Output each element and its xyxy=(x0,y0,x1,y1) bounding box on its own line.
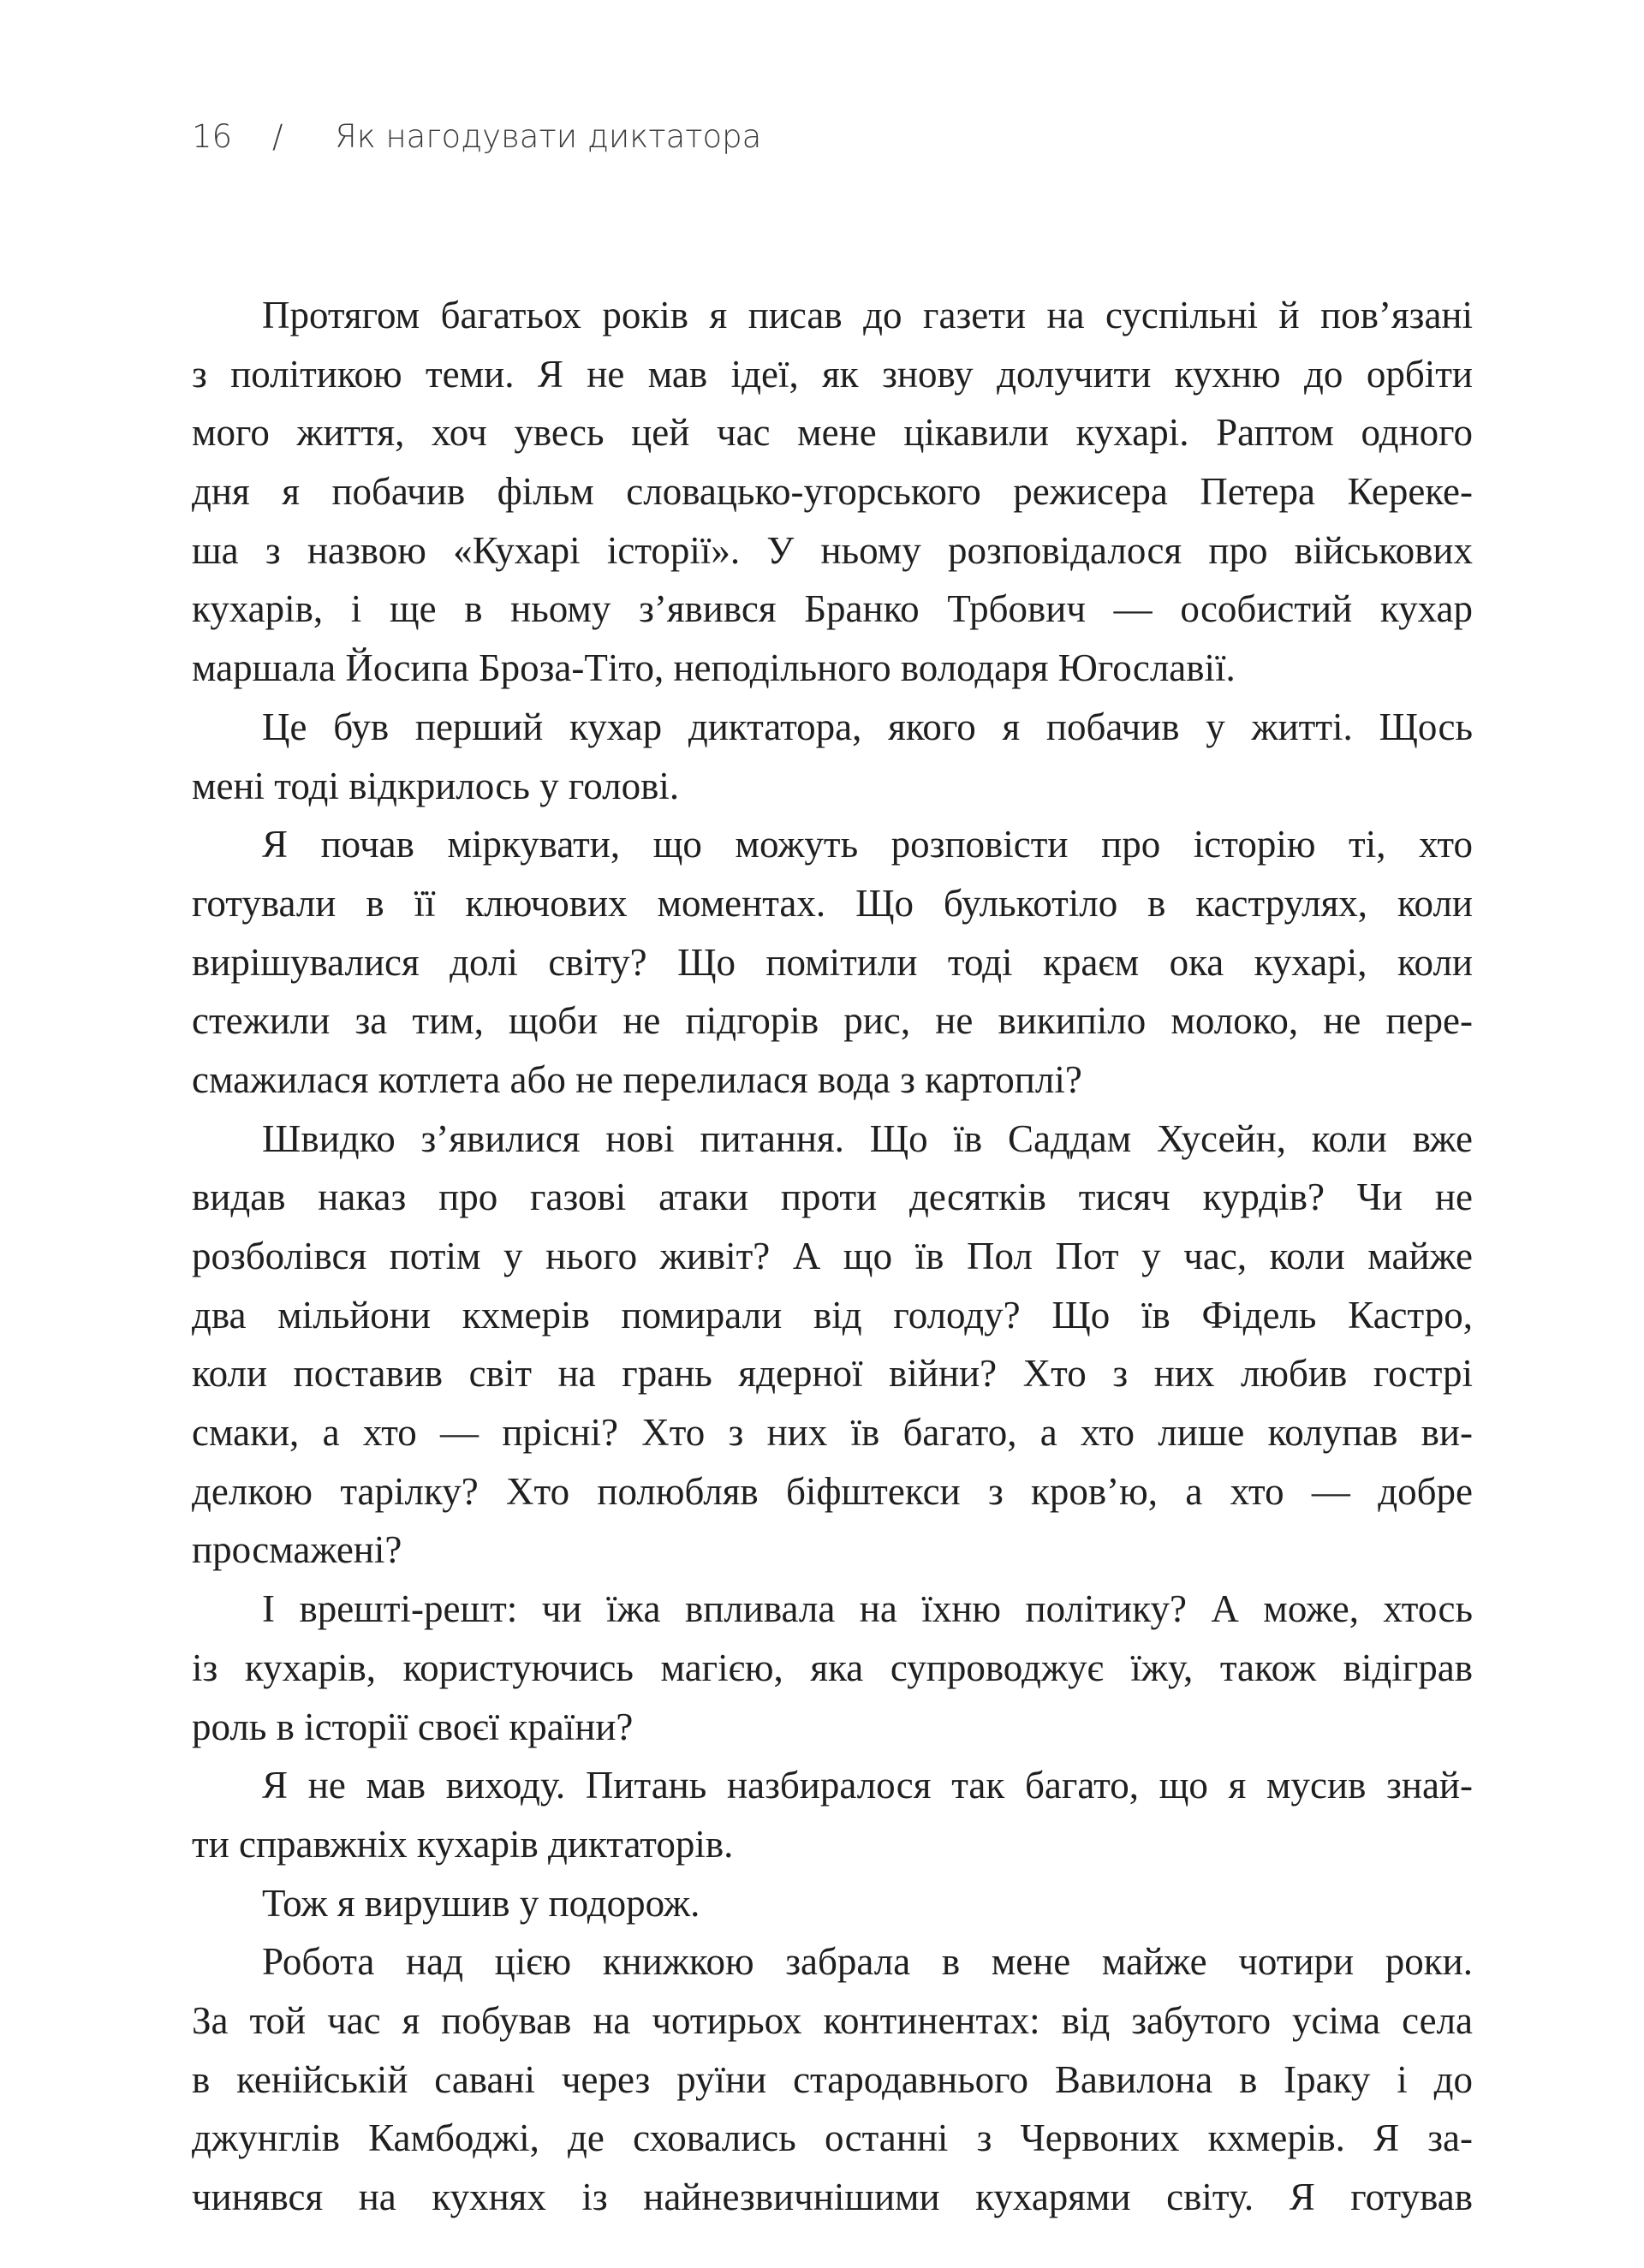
text-line: Швидко з’явилися нові питання. Що їв Саддам Хусейн, коли вже xyxy=(262,1116,1473,1160)
text-line: Я не мав виходу. Питань назбиралося так багато, що я мусив знай- xyxy=(262,1764,1473,1807)
text-line: смаки, а хто — прісні? Хто з них їв багато, а хто лише колупав ви- xyxy=(192,1411,1473,1455)
text-line: стежили за тим, щоби не підгорів рис, не википіло молоко, не пере- xyxy=(192,999,1473,1043)
text-line: делкою тарілку? Хто полюбляв біфштекси з кров’ю, а хто — добре xyxy=(192,1469,1473,1513)
text-line: із кухарів, користуючись магією, яка супроводжує їжу, також відіграв xyxy=(192,1646,1473,1689)
text-line: мого життя, хоч увесь цей час мене цікавили кухарі. Раптом одного xyxy=(192,411,1473,455)
text-line: два мільйони кхмерів помирали від голоду? Що їв Фідель Кастро, xyxy=(192,1293,1473,1336)
text-line: в кенійській савані через руїни стародавнього Вавилона в Іраку і до xyxy=(192,2057,1473,2101)
text-line: Я почав міркувати, що можуть розповісти про історію ті, хто xyxy=(262,823,1473,866)
text-line: з політикою теми. Я не мав ідеї, як знову долучити кухню до орбіти xyxy=(192,352,1473,396)
text-line: вирішувалися долі світу? Що помітили тоді краєм ока кухарі, коли xyxy=(192,940,1473,984)
text-line: Протягом багатьох років я писав до газети на суспільні й пов’язані xyxy=(262,294,1473,336)
text-line: Тож я вирушив у подорож. xyxy=(262,1881,700,1925)
body-text xyxy=(192,286,1473,2227)
text-line: готували в її ключових моментах. Що булькотіло в каструлях, коли xyxy=(192,881,1473,925)
text-line: Робота над цією книжкою забрала в мене майже чотири роки. xyxy=(262,1940,1473,1984)
text-line: джунглів Камбоджі, де сховались останні з Червоних кхмерів. Я за- xyxy=(192,2116,1473,2160)
text-line: просмажені? xyxy=(192,1528,402,1572)
header-separator: / xyxy=(272,118,283,155)
text-line: роль в історії своєї країни? xyxy=(192,1705,634,1748)
text-line: За той час я побував на чотирьох континентах: від забутого усіма села xyxy=(192,1998,1473,2042)
text-line: смажилася котлета або не перелилася вода з картоплі? xyxy=(192,1057,1082,1101)
page-number: 16 xyxy=(192,118,233,155)
text-line: чинявся на кухнях із найнезвичнішими кухарями світу. Я готував xyxy=(192,2176,1473,2218)
text-line: І врешті-решт: чи їжа впливала на їхню політику? А може, хтось xyxy=(262,1587,1473,1631)
text-line: кухарів, і ще в ньому з’явився Бранко Трбович — особистий кухар xyxy=(192,587,1473,631)
text-line: розболівся потім у нього живіт? А що їв Пол Пот у час, коли майже xyxy=(192,1235,1473,1277)
text-line: ша з назвою «Кухарі історії». У ньому розповідалося про військових xyxy=(192,528,1473,572)
text-line: дня я побачив фільм словацько-угорського режисера Петера Кереке- xyxy=(192,470,1473,514)
text-line: Це був перший кухар диктатора, якого я побачив у житті. Щось xyxy=(262,705,1473,748)
text-line: мені тоді відкрилось у голові. xyxy=(192,764,680,807)
book-title: Як нагодувати диктатора xyxy=(335,118,762,155)
text-line: коли поставив світ на грань ядерної війни? Хто з них любив гострі xyxy=(192,1352,1473,1396)
text-line: маршала Йосипа Броза-Тіто, неподільного володаря Югославії. xyxy=(192,646,1236,690)
text-line: ти справжніх кухарів диктаторів. xyxy=(192,1822,734,1866)
text-line: видав наказ про газові атаки проти десятків тисяч курдів? Чи не xyxy=(192,1176,1473,1219)
